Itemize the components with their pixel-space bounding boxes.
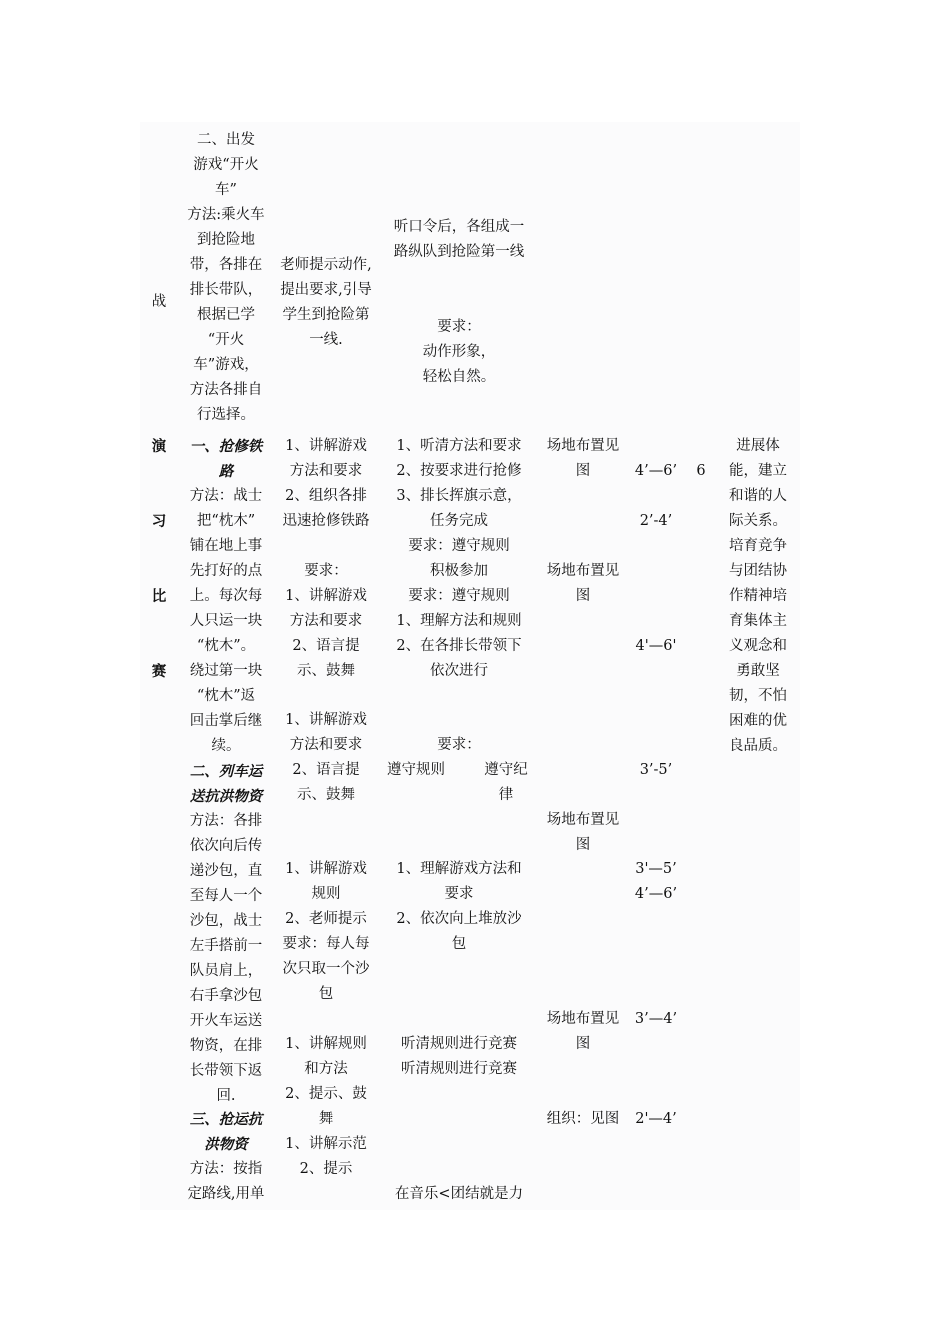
teacher-line: 方法和要求 xyxy=(289,463,363,479)
time-6: 3’—4’ xyxy=(634,1011,678,1027)
game3-method-line: 定路线,用单 xyxy=(187,1186,265,1202)
content-line: 方法各排自 xyxy=(189,382,263,398)
teacher-line: 2、提示、鼓 xyxy=(285,1086,367,1102)
game1-method-line: “枕木”。 xyxy=(196,638,256,654)
time-1: 4’—6’ xyxy=(634,463,678,479)
game2-title-line: 二、列车运 xyxy=(189,763,263,780)
section-char-4: 赛 xyxy=(151,663,167,680)
student-activity-4 xyxy=(382,1032,536,1082)
organization-5: 组织：见图 xyxy=(546,1111,620,1127)
student-line: 听清规则进行竞赛 xyxy=(401,1036,517,1052)
game1-content xyxy=(180,434,272,759)
teacher-line: 示、鼓舞 xyxy=(297,663,355,679)
game3-method-line: 方法：按指 xyxy=(189,1161,263,1177)
student-line: 积极参加 xyxy=(430,563,488,579)
game1-method-line: 铺在地上事 xyxy=(189,538,263,554)
student-line: 依次进行 xyxy=(430,663,488,679)
teacher-line: 2、组织各排 xyxy=(285,488,367,504)
teacher-line: 1、讲解游戏 xyxy=(285,588,367,604)
goal-line: 培育竞争 xyxy=(729,538,787,554)
teacher-line: 和方法 xyxy=(304,1061,348,1077)
row1-student-activity xyxy=(382,215,536,390)
student-line: 1、理解方法和规则 xyxy=(396,613,522,629)
content-line: 到抢险地 xyxy=(197,232,255,248)
teacher-line: 一线. xyxy=(309,332,343,348)
student-line: 要求：遵守规则 xyxy=(408,538,510,554)
student-line: 2、依次向上堆放沙 xyxy=(396,911,522,927)
goal-line: 韧，不怕 xyxy=(729,688,787,704)
teacher-activity-4 xyxy=(274,1032,378,1182)
teacher-line: 提出要求,引导 xyxy=(280,282,372,298)
game2-method-line: 回. xyxy=(216,1088,236,1104)
student-line: 2、在各排长带领下 xyxy=(396,638,522,654)
organization-line: 场地布置见 xyxy=(546,812,620,828)
student-line: 任务完成 xyxy=(430,513,488,529)
teacher-line: 1、讲解规则 xyxy=(285,1036,367,1052)
student-line: 包 xyxy=(451,936,467,952)
game1-method-line: 上。每次每 xyxy=(189,588,263,604)
game2-method-line: 右手拿沙包 xyxy=(189,988,263,1004)
student-line: 要求：遵守规则 xyxy=(408,588,510,604)
goal-line: 与团结协 xyxy=(729,563,787,579)
goal-line: 义观念和 xyxy=(729,638,787,654)
teaching-goal xyxy=(718,434,798,759)
game1-method-line: 方法：战士 xyxy=(189,488,263,504)
goal-line: 作精神培 xyxy=(729,588,787,604)
content-line: 二、出发 xyxy=(197,132,255,148)
teacher-line: 方法和要求 xyxy=(289,737,363,753)
game2-method-line: 至每人一个 xyxy=(189,888,263,904)
game1-method-line: 续。 xyxy=(211,738,241,754)
game2-content xyxy=(180,759,272,1109)
teacher-activity-3 xyxy=(274,857,378,1007)
student-line: 3、排长挥旗示意， xyxy=(396,488,522,504)
student-line: 1、理解游戏方法和 xyxy=(396,861,522,877)
student-line: 轻松自然。 xyxy=(422,369,496,385)
organization-line: 场地布置见 xyxy=(546,438,620,454)
content-line: 游戏“开火 xyxy=(193,157,259,173)
goal-line: 育集体主 xyxy=(729,613,787,629)
game2-title-line: 送抗洪物资 xyxy=(189,788,263,805)
time-line: 4’—6’ xyxy=(634,886,678,902)
time-line: 3'—5’ xyxy=(635,861,677,877)
game1-method-line: 先打好的点 xyxy=(189,563,263,579)
goal-line: 勇敢坚 xyxy=(736,663,780,679)
game2-method-line: 依次向后传 xyxy=(189,838,263,854)
game1-method-line: “枕木”返 xyxy=(196,688,256,704)
time-3: 4'—6' xyxy=(635,638,677,654)
game2-method-line: 队员肩上， xyxy=(189,963,263,979)
teacher-line: 老师提示动作, xyxy=(280,257,372,273)
content-line: 行选择。 xyxy=(197,407,255,423)
content-line: 方法:乘火车 xyxy=(187,207,265,223)
game1-method-line: 人只运一块 xyxy=(189,613,263,629)
game2-method-line: 开火车运送 xyxy=(189,1013,263,1029)
content-line: “开火 xyxy=(207,332,245,348)
teacher-line: 2、提示 xyxy=(299,1161,353,1177)
teacher-activity-2 xyxy=(274,708,378,808)
section-char-3: 比 xyxy=(151,588,167,605)
content-line: 带，各排在 xyxy=(189,257,263,273)
teacher-line: 规则 xyxy=(311,886,341,902)
student-line: 要求 xyxy=(444,886,474,902)
teacher-line: 迅速抢修铁路 xyxy=(282,513,370,529)
organization-4 xyxy=(540,1007,626,1057)
game1-method-line: 把“枕木” xyxy=(196,513,256,529)
game2-method-line: 方法：各排 xyxy=(189,813,263,829)
section-label-zhan: 战 xyxy=(151,294,167,310)
goal-line: 际关系。 xyxy=(729,513,787,529)
organization-line: 图 xyxy=(575,588,591,604)
goal-line: 能，建立 xyxy=(729,463,787,479)
goal-line: 良品质。 xyxy=(729,738,787,754)
content-line: 根据已学 xyxy=(197,307,255,323)
section-char-2: 习 xyxy=(151,513,167,530)
teacher-line: 方法和要求 xyxy=(289,613,363,629)
student-line xyxy=(382,265,536,290)
organization-2 xyxy=(540,559,626,609)
teacher-line: 要求：每人每 xyxy=(282,936,370,952)
teacher-line: 2、老师提示 xyxy=(285,911,367,927)
game2-method-line: 物资，在排 xyxy=(189,1038,263,1054)
organization-line: 场地布置见 xyxy=(546,563,620,579)
organization-line: 图 xyxy=(575,1036,591,1052)
game3-title-line: 三、抢运抗 xyxy=(189,1111,263,1128)
student-activity-1 xyxy=(382,434,536,684)
teacher-line xyxy=(274,534,378,559)
teacher-line: 包 xyxy=(318,986,334,1002)
organization-1 xyxy=(540,434,626,484)
teacher-line: 学生到抢险第 xyxy=(282,307,370,323)
student-activity-3 xyxy=(382,857,536,957)
student-rule: 遵守规则 xyxy=(387,762,445,778)
teacher-line: 2、语言提 xyxy=(292,762,360,778)
student-line: 律 xyxy=(498,787,514,803)
game2-method-line: 递沙包，直 xyxy=(189,863,263,879)
game2-method-line: 左手搭前一 xyxy=(189,938,263,954)
student-line: 要求： xyxy=(437,319,481,335)
organization-line: 图 xyxy=(575,837,591,853)
teacher-line: 次只取一个沙 xyxy=(282,961,370,977)
teacher-activity-1 xyxy=(274,434,378,684)
student-line: 动作形象， xyxy=(422,344,496,360)
student-activity-5: 在音乐<团结就是力 xyxy=(394,1186,524,1202)
game1-title-line: 路 xyxy=(218,463,234,480)
content-line: 车”游戏， xyxy=(193,357,259,373)
student-line: 路纵队到抢险第一线 xyxy=(393,244,525,260)
row1-content xyxy=(180,128,272,428)
teacher-line: 示、鼓舞 xyxy=(297,787,355,803)
organization-3 xyxy=(540,808,626,858)
teacher-line: 2、语言提 xyxy=(292,638,360,654)
student-line: 听口令后，各组成一 xyxy=(393,219,525,235)
game1-title-line: 一、抢修铁 xyxy=(189,438,263,455)
student-requirement: 要求： xyxy=(437,737,481,753)
goal-line: 进展体 xyxy=(736,438,780,454)
content-line: 排长带队， xyxy=(189,282,263,298)
teacher-line: 1、讲解游戏 xyxy=(285,712,367,728)
teacher-line: 舞 xyxy=(318,1111,334,1127)
student-line xyxy=(382,290,536,315)
game2-method-line: 长带领下返 xyxy=(189,1063,263,1079)
teacher-line: 1、讲解游戏 xyxy=(285,438,367,454)
organization-line: 图 xyxy=(575,463,591,479)
organization-line: 场地布置见 xyxy=(546,1011,620,1027)
goal-line: 和谐的人 xyxy=(729,488,787,504)
game1-method-line: 绕过第一块 xyxy=(189,663,263,679)
time-7: 2'—4’ xyxy=(635,1111,677,1127)
game2-method-line: 沙包，战士 xyxy=(189,913,263,929)
student-discipline xyxy=(478,758,534,808)
teacher-line: 1、讲解示范 xyxy=(285,1136,367,1152)
student-line: 2、按要求进行抢修 xyxy=(396,463,522,479)
section-char-1: 演 xyxy=(151,438,167,455)
game3-content xyxy=(180,1107,272,1207)
row1-teacher-activity xyxy=(274,253,378,353)
time-4: 3’-5’ xyxy=(639,762,673,778)
content-line: 车” xyxy=(215,182,237,198)
time-5 xyxy=(630,857,682,907)
goal-line: 困难的优 xyxy=(729,713,787,729)
game3-title-line: 洪物资 xyxy=(204,1136,248,1153)
student-line: 遵守纪 xyxy=(484,762,528,778)
teacher-line: 要求： xyxy=(304,563,348,579)
repetition-count: 6 xyxy=(696,463,706,479)
student-line: 1、听清方法和要求 xyxy=(396,438,522,454)
teacher-line: 1、讲解游戏 xyxy=(285,861,367,877)
game1-method-line: 回击掌后继 xyxy=(189,713,263,729)
student-line: 听清规则进行竞赛 xyxy=(401,1061,517,1077)
time-2: 2’-4’ xyxy=(639,513,673,529)
